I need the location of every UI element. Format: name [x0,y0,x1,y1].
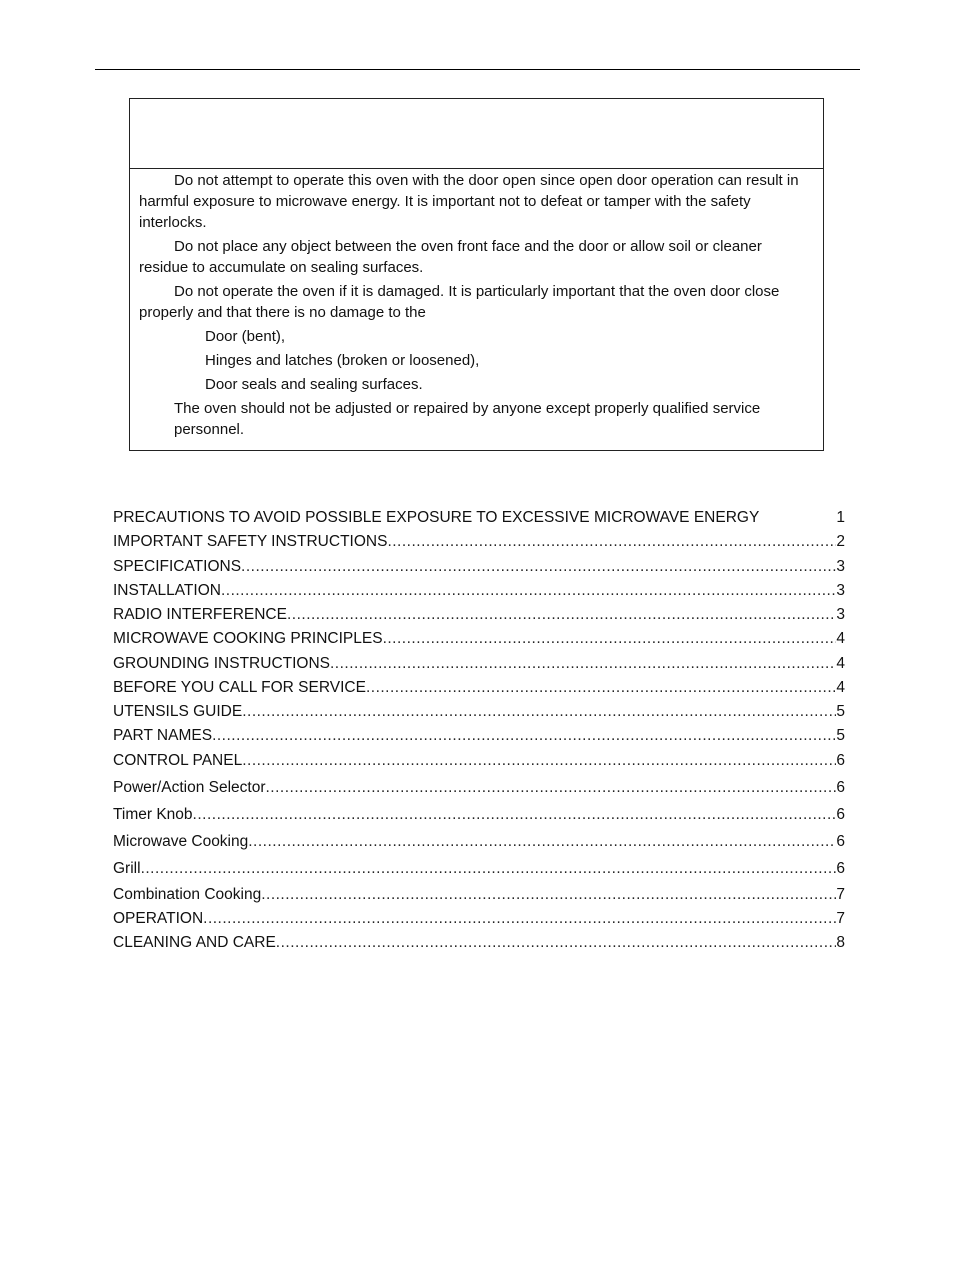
toc-entry[interactable] [113,506,845,530]
precautions-box-header [130,99,823,169]
toc-entry-title: IMPORTANT SAFETY INSTRUCTIONS [113,533,388,550]
damage-list [139,326,815,395]
toc-entry[interactable] [113,554,845,579]
toc-entry-title: UTENSILS GUIDE [113,703,243,720]
toc-entry-page: 4 [836,679,845,696]
toc-entry-page: 6 [836,752,845,769]
damage-item-seals: Door seals and sealing surfaces. [205,376,423,393]
toc-entry-page: 5 [836,727,845,744]
precautions-box-body [130,169,823,440]
toc-entry[interactable] [113,882,845,907]
toc-leader-dots [330,651,836,676]
toc-leader-dots [276,931,837,955]
toc-leader-dots [193,801,837,828]
toc-entry-title: INSTALLATION [113,582,221,599]
toc-entry-page: 7 [836,910,845,927]
toc-entry-page: 6 [836,860,845,877]
toc-entry-title: CONTROL PANEL [113,752,243,769]
toc-leader-dots [383,627,837,651]
toc-entry[interactable] [113,603,845,627]
toc-entry[interactable] [113,724,845,748]
toc-entry-page: 1 [836,509,845,526]
toc-leader-dots [221,579,836,603]
table-of-contents [113,506,845,955]
toc-entry[interactable] [113,828,845,855]
toc-entry-page: 5 [836,703,845,720]
damage-item-hinges: Hinges and latches (broken or loosened), [205,352,480,369]
toc-entry-title: Power/Action Selector [113,779,266,796]
precaution-paragraph-damaged: Do not operate the oven if it is damaged. It is particularly important that the oven door close properly and that there is no damage to the [139,283,780,321]
toc-entry[interactable] [113,907,845,931]
toc-leader-dots [241,554,836,579]
damage-item-door: Door (bent), [205,328,286,345]
toc-entry-title: CLEANING AND CARE [113,934,276,951]
toc-leader-dots [203,907,836,931]
toc-entry[interactable] [113,579,845,603]
toc-entry-page: 3 [836,582,845,599]
toc-entry-title: Timer Knob [113,806,193,823]
toc-entry-page: 7 [836,886,845,903]
toc-entry[interactable] [113,748,845,774]
precautions-box [129,98,824,451]
toc-entry-page: 3 [836,558,845,575]
toc-entry-title: MICROWAVE COOKING PRINCIPLES [113,630,383,647]
header-rule [95,69,860,70]
toc-entry[interactable] [113,651,845,676]
toc-entry[interactable] [113,801,845,828]
toc-leader-dots [242,748,836,774]
toc-entry-title: Grill [113,860,141,877]
toc-entry-page: 6 [836,779,845,796]
toc-entry-title: OPERATION [113,910,204,927]
toc-entry[interactable] [113,855,845,882]
toc-entry-title: BEFORE YOU CALL FOR SERVICE [113,679,366,696]
toc-leader-dots [366,676,836,700]
toc-entry[interactable] [113,530,845,554]
toc-leader-dots [242,700,836,724]
toc-entry-title: GROUNDING INSTRUCTIONS [113,655,330,672]
toc-entry-page: 2 [836,533,845,550]
precaution-paragraph-object: Do not place any object between the oven front face and the door or allow soil or cleaner residue to accumulate on sealing surfaces. [139,238,762,276]
toc-entry-page: 4 [836,630,845,647]
toc-leader-dots [387,530,836,554]
toc-leader-dots [141,855,837,882]
toc-leader-dots [287,603,836,627]
toc-entry-title: RADIO INTERFERENCE [113,606,287,623]
toc-leader-dots [261,882,836,907]
toc-leader-dots [266,774,837,801]
precaution-paragraph-service: The oven should not be adjusted or repaired by anyone except properly qualified service personnel. [174,400,761,438]
toc-entry[interactable] [113,700,845,724]
toc-leader-dots [212,724,836,748]
toc-entry-title: PART NAMES [113,727,213,744]
toc-entry[interactable] [113,676,845,700]
toc-entry[interactable] [113,931,845,955]
toc-entry-page: 6 [836,806,845,823]
toc-entry-title: Combination Cooking [113,886,262,903]
toc-entry-page: 8 [836,934,845,951]
toc-entry-title: SPECIFICATIONS [113,558,242,575]
toc-entry-title: PRECAUTIONS TO AVOID POSSIBLE EXPOSURE TO EXCESSIVE MICROWAVE ENERGY [113,509,760,526]
toc-entry-page: 6 [836,833,845,850]
toc-entry[interactable] [113,627,845,651]
toc-entry-page: 3 [836,606,845,623]
toc-entry[interactable] [113,774,845,801]
toc-leader-dots [248,828,836,855]
toc-entry-title: Microwave Cooking [113,833,249,850]
toc-entry-page: 4 [836,655,845,672]
precaution-paragraph-door-open: Do not attempt to operate this oven with the door open since open door operation can result in harmful exposure to microwave energy. It is important not to defeat or tamper with the safety interlocks. [139,172,799,231]
